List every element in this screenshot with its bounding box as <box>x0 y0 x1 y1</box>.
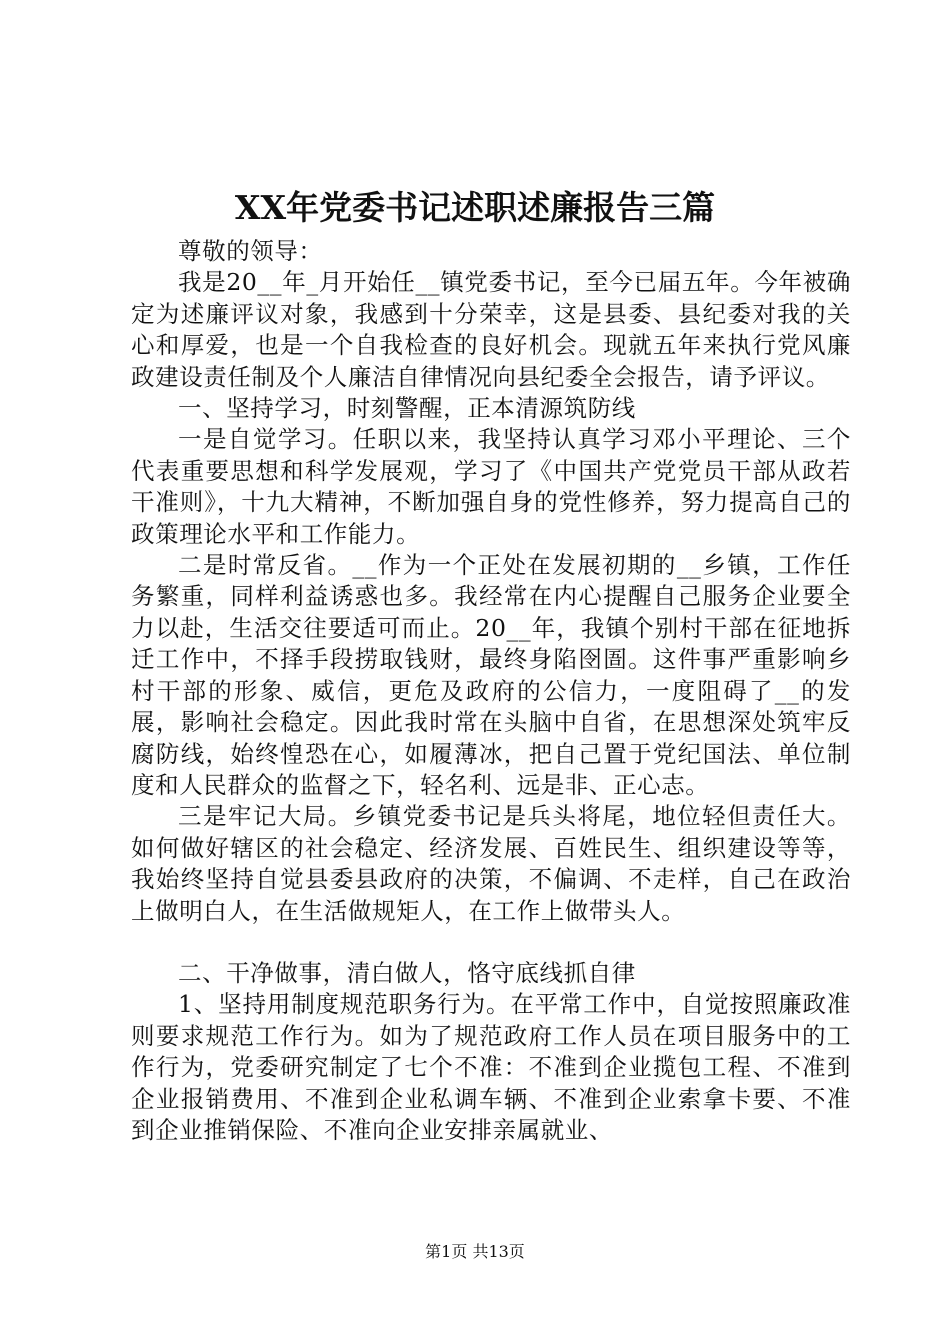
page-number-footer: 第1页 共13页 <box>425 1242 525 1261</box>
section-heading-1: 一、坚持学习，时刻警醒，正本清源筑防线 <box>178 394 636 423</box>
salutation: 尊敬的领导： <box>178 237 323 265</box>
paragraph-intro: 我是20__年_月开始任__镇党委书记，至今已届五年。今年被确定为述廉评议对象，我感到十分荣幸，这是县委、县纪委对我的关心和厚爱，也是一个自我检查的良好机会。现就五年来执行党风廉政建设责任制及个人廉洁自律情况向县纪委全会报告，请予评议。 <box>131 268 851 391</box>
document-body <box>131 236 851 1146</box>
paragraph-overall: 三是牢记大局。乡镇党委书记是兵头将尾，地位轻但责任大。如何做好辖区的社会稳定、经济发展、百姓民生、组织建设等等，我始终坚持自觉县委县政府的决策，不偏调、不走样，自己在政治上做明白人，在生活做规矩人，在工作上做带头人。 <box>131 802 851 925</box>
paragraph-reflect: 二是时常反省。__作为一个正处在发展初期的__乡镇，工作任务繁重，同样利益诱惑也多。我经常在内心提醒自己服务企业要全力以赴，生活交往要适可而止。20__年，我镇个别村干部在征地拆迁工作中，不择手段捞取钱财，最终身陷囹圄。这件事严重影响乡村干部的形象、威信，更危及政府的公信力，一度阻碍了__的发展，影响社会稳定。因此我时常在头脑中自省，在思想深处筑牢反腐防线，始终惶恐在心，如履薄冰，把自己置于党纪国法、单位制度和人民群众的监督之下，轻名利、远是非、正心志。 <box>131 551 851 799</box>
paragraph-study: 一是自觉学习。任职以来，我坚持认真学习邓小平理论、三个代表重要思想和科学发展观，学习了《中国共产党党员干部从政若干准则》，十九大精神，不断加强自身的党性修养，努力提高自己的政策理论水平和工作能力。 <box>131 425 851 548</box>
paragraph-rules: 1、坚持用制度规范职务行为。在平常工作中，自觉按照廉政准则要求规范工作行为。如为了规范政府工作人员在项目服务中的工作行为，党委研究制定了七个不准：不准到企业揽包工程、不准到企业报销费用、不准到企业私调车辆、不准到企业索拿卡要、不准到企业推销保险、不准向企业安排亲属就业、 <box>131 990 851 1144</box>
document-title: XX年党委书记述职述廉报告三篇 <box>234 188 716 227</box>
section-heading-2: 二、干净做事，清白做人，恪守底线抓自律 <box>178 958 636 987</box>
